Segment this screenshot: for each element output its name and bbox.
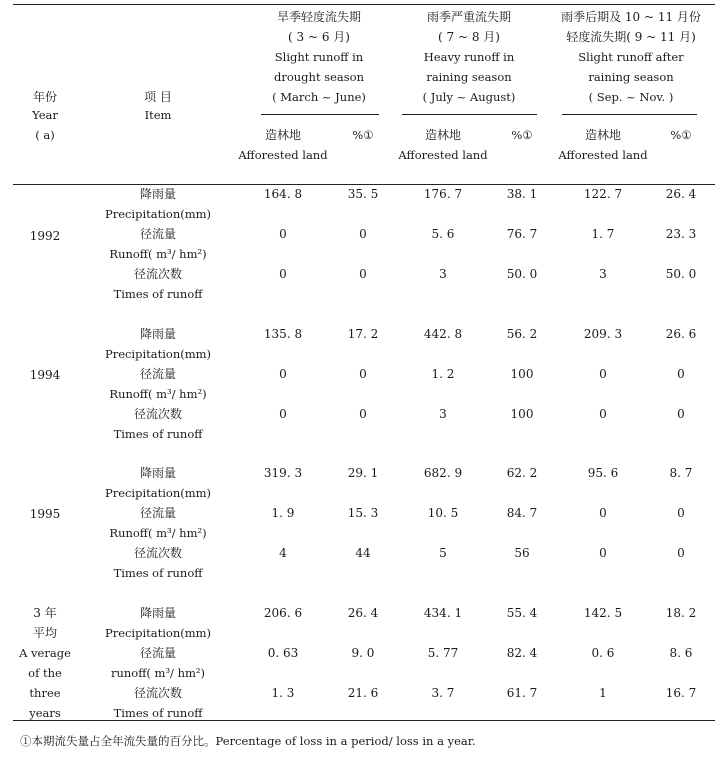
table-cell: 61. 7: [506, 686, 538, 700]
table-cell: 0: [359, 227, 367, 241]
table-cell: 0: [599, 367, 607, 381]
year-label-line: 平均: [32, 626, 58, 640]
table-cell: 17. 2: [347, 327, 379, 341]
period-3-rule: [562, 114, 697, 115]
period-1-rule: [261, 114, 379, 115]
afforested-header-zh-3: 造林地: [584, 128, 622, 142]
table-cell: 0. 63: [267, 646, 299, 660]
year-label-line: years: [29, 706, 61, 720]
table-cell: 29. 1: [347, 466, 379, 480]
item-label-zh: 降雨量: [139, 606, 177, 620]
table-cell: 10. 5: [427, 506, 459, 520]
period-3-header-months: 轻度流失期( 9 ~ 11 月): [566, 30, 696, 44]
period-1-header-en2: drought season: [273, 70, 365, 84]
table-cell: 1. 3: [271, 686, 295, 700]
table-cell: 8. 7: [669, 466, 693, 480]
year-label-line: 3 年: [33, 606, 57, 620]
period-3-header-en3: ( Sep. ~ Nov. ): [588, 90, 674, 104]
table-cell: 0: [677, 367, 685, 381]
table-cell: 1. 9: [271, 506, 295, 520]
table-cell: 82. 4: [506, 646, 538, 660]
period-2-header-months: ( 7 ~ 8 月): [438, 30, 500, 44]
table-cell: 84. 7: [506, 506, 538, 520]
table-cell: 95. 6: [587, 466, 619, 480]
table-cell: 164. 8: [263, 187, 303, 201]
percent-header-1: %①: [352, 128, 374, 142]
table-cell: 142. 5: [583, 606, 623, 620]
table-cell: 35. 5: [347, 187, 379, 201]
table-cell: 50. 0: [506, 267, 538, 281]
table-cell: 5: [439, 546, 447, 560]
table-cell: 3. 7: [431, 686, 455, 700]
item-header-zh: 项 目: [144, 90, 172, 104]
period-1-header-en1: Slight runoff in: [274, 50, 364, 64]
afforested-header-en-3: Afforested land: [558, 148, 648, 162]
table-cell: 100: [510, 367, 534, 381]
year-label-line: A verage: [19, 646, 71, 660]
item-label-en: Times of runoff: [113, 566, 203, 580]
year-label: 1995: [29, 507, 61, 521]
table-cell: 26. 6: [665, 327, 697, 341]
item-label-zh: 降雨量: [139, 327, 177, 341]
item-label-zh: 降雨量: [139, 466, 177, 480]
period-2-header-en3: ( July ~ August): [422, 90, 516, 104]
table-cell: 206. 6: [263, 606, 303, 620]
item-header-en: Item: [144, 108, 172, 122]
table-cell: 1: [599, 686, 607, 700]
table-cell: 1. 7: [591, 227, 615, 241]
item-label-en: Times of runoff: [113, 706, 203, 720]
percent-header-3: %①: [670, 128, 692, 142]
table-cell: 0: [359, 367, 367, 381]
period-1-header-months: ( 3 ~ 6 月): [288, 30, 350, 44]
table-cell: 100: [510, 407, 534, 421]
afforested-header-zh-2: 造林地: [424, 128, 462, 142]
item-label-zh: 径流量: [139, 227, 177, 241]
table-cell: 15. 3: [347, 506, 379, 520]
table-cell: 18. 2: [665, 606, 697, 620]
item-label-en: Precipitation(mm): [104, 486, 212, 500]
year-header-zh: 年份: [32, 90, 58, 104]
period-2-header-zh: 雨季严重流失期: [426, 10, 512, 24]
table-cell: 8. 6: [669, 646, 693, 660]
table-cell: 0: [279, 267, 287, 281]
year-header-en: Year: [32, 108, 58, 122]
table-cell: 122. 7: [583, 187, 623, 201]
item-label-zh: 径流次数: [133, 267, 183, 281]
table-cell: 38. 1: [506, 187, 538, 201]
item-label-zh: 径流量: [139, 506, 177, 520]
table-cell: 0: [599, 546, 607, 560]
table-cell: 0: [677, 546, 685, 560]
period-1-header-en3: ( March ~ June): [272, 90, 366, 104]
table-cell: 0: [279, 367, 287, 381]
table-cell: 21. 6: [347, 686, 379, 700]
table-cell: 26. 4: [347, 606, 379, 620]
afforested-header-zh-1: 造林地: [264, 128, 302, 142]
period-3-header-en2: raining season: [588, 70, 674, 84]
period-3-header-zh: 雨季后期及 10 ~ 11 月份: [561, 10, 701, 24]
table-cell: 62. 2: [506, 466, 538, 480]
year-label: 1994: [29, 368, 61, 382]
table-cell: 209. 3: [583, 327, 623, 341]
table-cell: 135. 8: [263, 327, 303, 341]
item-label-zh: 径流量: [139, 367, 177, 381]
table-cell: 23. 3: [665, 227, 697, 241]
afforested-header-en-1: Afforested land: [238, 148, 328, 162]
table-cell: 3: [439, 407, 447, 421]
table-cell: 0: [359, 267, 367, 281]
table-cell: 0: [599, 506, 607, 520]
table-cell: 0. 6: [591, 646, 615, 660]
item-label-en: runoff( m³/ hm²): [111, 666, 205, 680]
item-label-en: Precipitation(mm): [104, 347, 212, 361]
table-cell: 56. 2: [506, 327, 538, 341]
table-cell: 76. 7: [506, 227, 538, 241]
table-cell: 3: [599, 267, 607, 281]
table-cell: 0: [677, 506, 685, 520]
table-cell: 0: [279, 227, 287, 241]
table-cell: 176. 7: [423, 187, 463, 201]
table-cell: 3: [439, 267, 447, 281]
top-rule: [13, 4, 715, 5]
table-cell: 0: [599, 407, 607, 421]
table-cell: 0: [359, 407, 367, 421]
item-label-zh: 径流次数: [133, 686, 183, 700]
table-cell: 1. 2: [431, 367, 455, 381]
table-cell: 16. 7: [665, 686, 697, 700]
year-label: 1992: [29, 229, 61, 243]
year-header-unit: ( a): [35, 128, 55, 142]
item-label-en: Times of runoff: [113, 287, 203, 301]
period-2-rule: [402, 114, 537, 115]
bottom-rule: [13, 720, 715, 721]
table-cell: 50. 0: [665, 267, 697, 281]
footnote: ①本期流失量占全年流失量的百分比。Percentage of loss in a period/ loss in a year.: [20, 734, 476, 748]
year-label-line: of the: [28, 666, 62, 680]
period-1-header-zh: 旱季轻度流失期: [276, 10, 362, 24]
item-label-zh: 径流次数: [133, 407, 183, 421]
table-cell: 56: [514, 546, 530, 560]
period-3-header-en1: Slight runoff after: [578, 50, 684, 64]
item-label-en: Runoff( m³/ hm²): [109, 526, 207, 540]
item-label-zh: 径流量: [139, 646, 177, 660]
table-cell: 26. 4: [665, 187, 697, 201]
item-label-en: Runoff( m³/ hm²): [109, 387, 207, 401]
table-cell: 0: [677, 407, 685, 421]
table-cell: 682. 9: [423, 466, 463, 480]
item-label-en: Times of runoff: [113, 427, 203, 441]
table-cell: 44: [355, 546, 371, 560]
table-cell: 4: [279, 546, 287, 560]
table-cell: 55. 4: [506, 606, 538, 620]
year-label-line: three: [29, 686, 61, 700]
table-cell: 5. 77: [427, 646, 459, 660]
item-label-en: Precipitation(mm): [104, 207, 212, 221]
afforested-header-en-2: Afforested land: [398, 148, 488, 162]
table-cell: 319. 3: [263, 466, 303, 480]
item-label-zh: 径流次数: [133, 546, 183, 560]
period-2-header-en1: Heavy runoff in: [423, 50, 515, 64]
table-cell: 442. 8: [423, 327, 463, 341]
header-rule: [13, 184, 715, 185]
table-cell: 5. 6: [431, 227, 455, 241]
item-label-en: Runoff( m³/ hm²): [109, 247, 207, 261]
table-cell: 0: [279, 407, 287, 421]
item-label-en: Precipitation(mm): [104, 626, 212, 640]
table-cell: 434. 1: [423, 606, 463, 620]
period-2-header-en2: raining season: [426, 70, 512, 84]
percent-header-2: %①: [511, 128, 533, 142]
table-cell: 9. 0: [351, 646, 375, 660]
item-label-zh: 降雨量: [139, 187, 177, 201]
